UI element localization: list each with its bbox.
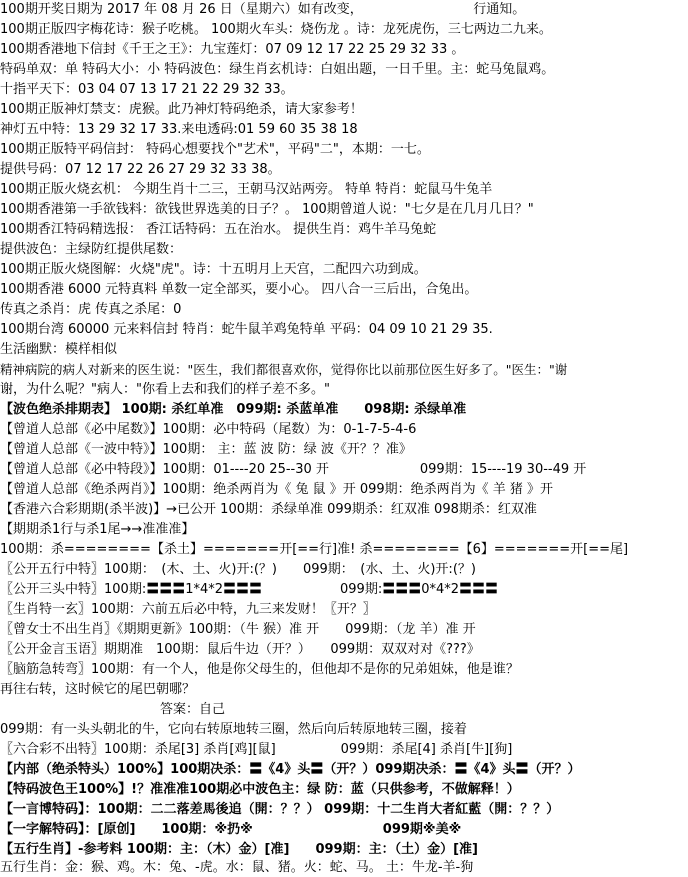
line-28: 100期：杀========【杀土】=======开[==行]准! 杀========【6】=======开[==尾] — [0, 542, 629, 557]
line-10: 100期正版火烧玄机： 今期生肖十二三，王朝马汉站两旁。 特单 特肖：蛇鼠马牛兔羊 — [0, 182, 493, 197]
line-24: 【曾道人总部《必中特段》】100期：01----20 25--30 开 099期：15----19 30--49 开 — [0, 462, 587, 477]
line-31: 〖生肖特一玄〗100期：六前五后必中特，九三来发财！〖开？〗 — [0, 602, 376, 617]
line-37: 099期：有一头头朝北的牛，它向右转原地转三圈，然后向后转原地转三圈，接着 — [0, 722, 467, 737]
line-07: 神灯五中特：13 29 32 17 33.来电透码:01 59 60 35 38 18 — [0, 122, 358, 137]
line-33: 〖公开金言玉语〗期期准 100期：鼠后牛边（开？） 099期：双双对对《???》 — [0, 642, 480, 657]
line-40: 【特码波色王100%】!？准准准100期必中波色主：绿 防：蓝（只供参考，不做解释！） — [0, 782, 520, 797]
line-22: 【曾道人总部《必中尾数》】100期：必中特码（尾数）为：0-1-7-5-4-6 — [0, 422, 417, 437]
line-01: 100期开奖日期为 2017 年 08 月 26 日（星期六）如有改变， 行通知。 — [0, 2, 526, 17]
line-23: 【曾道人总部《一波中特》】100期： 主：蓝 波 防：绿 波《开？？准》 — [0, 442, 412, 457]
line-39: 【内部（绝杀特头）100%】100期决杀：〓《4》头〓（开？）099期决杀：〓《4》头〓（开？） — [0, 762, 581, 777]
line-16: 传真之杀肖：虎 传真之杀尾：0 — [0, 302, 182, 317]
line-08: 100期正版特平码信封： 特码心想要找个"艺术"，平码"二"，本期：一七。 — [0, 142, 430, 157]
line-38: 〖六合彩不出特〗100期：杀尾[3] 杀肖[鸡][鼠] 099期：杀尾[4] 杀肖[牛][狗] — [0, 742, 513, 757]
line-02: 100期正版四字梅花诗：猴子吃桃。 100期火车头：烧伤龙 。诗：龙死虎伤，三七两边二九来。 — [0, 22, 552, 37]
line-21: 【波色绝杀排期表】 100期: 杀红单准 099期: 杀蓝单准 098期: 杀绿单准 — [0, 402, 467, 417]
line-19: 精神病院的病人对新来的医生说："医生，我们都很喜欢你，觉得你比以前那位医生好多了。"医生："谢 — [0, 362, 568, 377]
line-41: 【一言博特码】：100期：二二落差馬後追（開：？？） 099期：十二生肖大者紅藍（開：？？） — [0, 802, 560, 817]
line-26: 【香港六合彩期期(杀半波)】→已公开 100期：杀绿单准 099期杀：红双准 098期杀：红双准 — [0, 502, 537, 517]
line-09: 提供号码：07 12 17 22 26 27 29 32 33 38。 — [0, 162, 281, 177]
line-44: 五行生肖：金：猴、鸡。木：兔、-虎。水：鼠、猪。火：蛇、马。 土：牛龙-羊-狗 — [0, 860, 474, 875]
line-15: 100期香港 6000 元特真料 单数一定全部买，要小心。 四八合一三后出，合兔出。 — [0, 282, 478, 297]
line-25: 【曾道人总部《绝杀两肖》】100期：绝杀两肖为《 兔 鼠 》开 099期：绝杀两肖为《 羊 猪 》开 — [0, 482, 554, 497]
line-42: 【一字解特码】：[原创] 100期：※扔※ 099期※美※ — [0, 822, 462, 837]
line-32: 〖曾女士不出生肖〗《期期更新》100期：（牛 猴）准 开 099期：（龙 羊）准 开 — [0, 622, 476, 637]
answer-text: 答案：自己 — [160, 702, 226, 717]
line-05: 十指平天下：03 04 07 13 17 21 22 29 32 33。 — [0, 82, 294, 97]
line-34: 〖脑筋急转弯〗100期：有一个人，他是你父母生的，但他却不是你的兄弟姐妹，他是谁？ — [0, 662, 519, 677]
line-27: 【期期杀1行与杀1尾→→准准准】 — [0, 522, 195, 537]
line-20: 谢，为什么呢？"病人："你看上去和我们的样子差不多。" — [0, 382, 330, 397]
line-18: 生活幽默：模样相似 — [0, 342, 118, 357]
line-13: 提供波色：主绿防红提供尾数： — [0, 242, 183, 257]
answer-line — [0, 700, 688, 720]
line-17: 100期台湾 60000 元来料信封 特肖：蛇牛鼠羊鸡兔特单 平码：04 09 10 21 29 35. — [0, 322, 493, 337]
line-03: 100期香港地下信封《千王之王》：九宝莲灯：07 09 12 17 22 25 29 32 33 。 — [0, 42, 465, 57]
line-14: 100期正版火烧图解：火烧"虎"。诗：十五明月上天宫，二配四六功到成。 — [0, 262, 427, 277]
line-29: 〖公开五行中特〗100期： (木、土、火)开:(？) 099期： (水、土、火)开:(？) — [0, 562, 476, 577]
line-35: 再往右转，这时候它的尾巴朝哪？ — [0, 682, 196, 697]
line-04: 特码单双：单 特码大小：小 特码波色：绿生肖玄机诗：白姐出题，一日千里。主：蛇马兔鼠鸡。 — [0, 62, 555, 77]
line-30: 〖公开三头中特〗100期:〓〓〓1*4*2〓〓〓 099期:〓〓〓0*4*2〓〓〓 — [0, 582, 499, 597]
line-11: 100期香港第一手欲钱料：欲钱世界选美的日子？。 100期曾道人说："七夕是在几月几日？" — [0, 202, 534, 217]
line-43: 【五行生肖】-参考料 100期：主：（木）金）[准] 099期：主：（土）金）[准] — [0, 842, 478, 857]
line-06: 100期正版神灯禁支：虎猴。此乃神灯特码绝杀，请大家参考！ — [0, 102, 363, 117]
line-12: 100期香江特码精选报： 香江话特码：五在治水。 提供生肖：鸡牛羊马兔蛇 — [0, 222, 437, 237]
